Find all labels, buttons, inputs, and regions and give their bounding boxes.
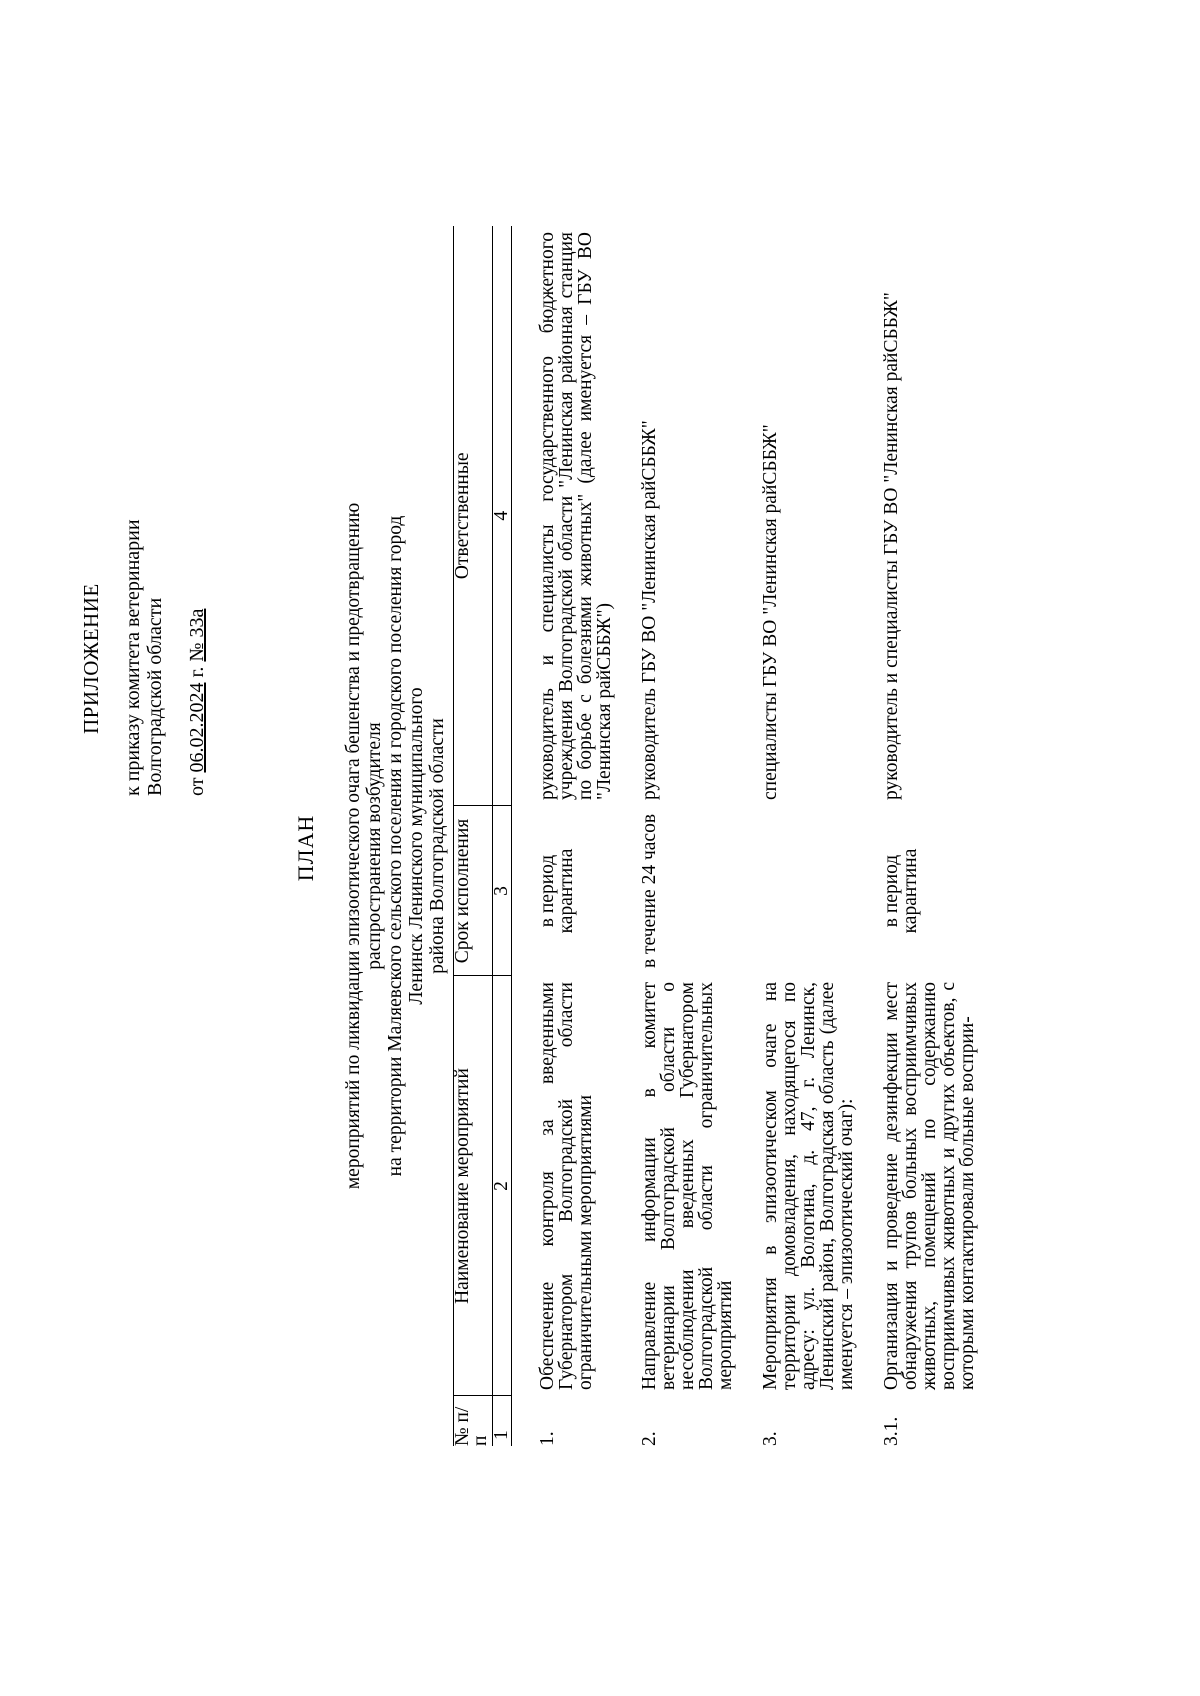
header-number: № п/п	[454, 1396, 493, 1446]
plan-subtitle-line-2: на территории Маляевского сельского поселения и городского поселения город Ленинск Ленинского муниципального	[385, 515, 427, 1177]
header-name: Наименование мероприятий	[454, 976, 493, 1396]
header-term: Срок исполнения	[454, 806, 493, 976]
row-responsible: руководитель ГБУ ВО "Ленинская райСББЖ"	[639, 420, 660, 800]
order-date-mid: г.	[186, 661, 208, 683]
row-number: 3.1.	[881, 1416, 902, 1446]
plan-table	[453, 226, 977, 1446]
plan-subtitle-line-3: района Волгоградской области	[427, 718, 448, 974]
approval-line-1: к приказу комитета ветеринарии	[122, 519, 144, 796]
table-row	[735, 226, 856, 1446]
order-num-sign: №	[186, 642, 208, 662]
plan-title: ПЛАН	[293, 814, 318, 882]
appendix-title: ПРИЛОЖЕНИЕ	[79, 583, 103, 734]
header-col-num-3: 3	[493, 806, 512, 976]
row-term: в течение 24 часов	[639, 813, 660, 969]
table-row	[512, 226, 615, 1446]
order-reference	[186, 396, 208, 796]
order-number: 33а	[186, 608, 208, 643]
row-term: в период карантина	[537, 848, 577, 934]
header-col-num-2: 2	[493, 976, 512, 1396]
row-name: Обеспечение контроля за введенными Губернатором Волгоградской области ограничительными мероприятиями	[537, 982, 596, 1390]
row-responsible: специалисты ГБУ ВО "Ленинская райСББЖ"	[760, 424, 781, 800]
header-col-num-1: 1	[493, 1396, 512, 1446]
order-date-prefix: от	[186, 772, 208, 796]
approval-block	[80, 396, 208, 796]
row-name: Организация и проведение дезинфекции мест обнаружения трупов больных восприимчивых животных, помещений по содержанию восприимчивых животных и других объектов, с которыми контактировали больные восприи-	[881, 982, 978, 1390]
row-responsible: руководитель и специалисты государственного бюджетного учреждения Волгоградской области "Ленинская районная станция по борьбе с болезнями животных" (далее именуется – ГБУ ВО "Ленинская райСББЖ")	[537, 232, 615, 800]
table-header-numbers-row	[493, 226, 512, 1446]
row-number: 1.	[537, 1431, 558, 1446]
table-row	[856, 226, 977, 1446]
row-term: в период карантина	[881, 848, 921, 934]
row-name: Мероприятия в эпизоотическом очаге на территории домовладения, находящегося по адресу: ул. Вологина, д. 47, г. Ленинск, Ленинский район, Волгоградская область (далее именуется – эпизоотический очаг):	[760, 982, 857, 1390]
row-term	[735, 806, 856, 976]
header-col-num-4: 4	[493, 226, 512, 806]
row-number: 3.	[760, 1431, 781, 1446]
plan-subtitle	[343, 496, 448, 1196]
order-date: 06.02.2024	[186, 682, 208, 773]
plan-subtitle-line-1: мероприятий по ликвидации эпизоотического очага бешенства и предотвращению распространения возбудителя	[343, 502, 385, 1190]
row-number: 2.	[639, 1431, 660, 1446]
approval-line-2: Волгоградской области	[144, 597, 166, 796]
row-name: Направление информации в комитет ветеринарии Волгоградской области о несоблюдении введенных Губернатором Волгоградской области ограничительных мероприятий	[639, 982, 736, 1390]
table-row	[614, 226, 735, 1446]
header-responsible: Ответственные	[454, 226, 493, 806]
row-responsible: руководитель и специалисты ГБУ ВО "Ленинская райСББЖ"	[881, 292, 902, 800]
table-header-row	[454, 226, 493, 1446]
